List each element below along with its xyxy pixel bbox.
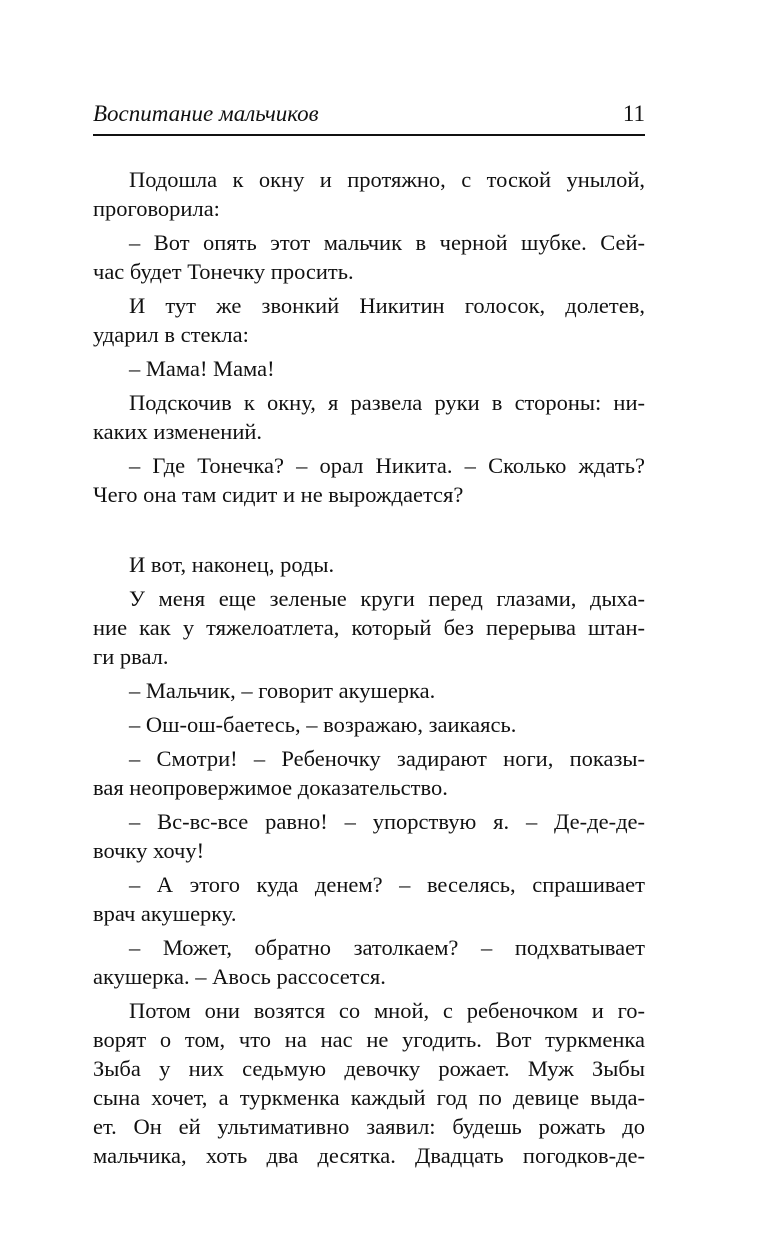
text-line: – Смотри! – Ребеночку задирают ноги, показы- xyxy=(129,745,645,771)
text-line: каких изменений. xyxy=(93,419,263,445)
text-line: проговорила: xyxy=(93,196,220,222)
text-line: – Может, обратно затолкаем? – подхватывает xyxy=(129,935,645,961)
text-line: акушерка. – Авось рассосется. xyxy=(93,964,386,990)
text-line: вая неопровержимое доказательство. xyxy=(93,774,448,800)
text-line: ги рвал. xyxy=(93,643,169,669)
text-line: – Ош-ош-баетесь, – возражаю, заикаясь. xyxy=(129,711,517,737)
text-line: вочку хочу! xyxy=(93,837,205,863)
text-line: Чего она там сидит и не вырождается? xyxy=(93,482,464,508)
text-line: У меня еще зеленые круги перед глазами, дыха- xyxy=(129,585,645,611)
text-line: – Мальчик, – говорит акушерка. xyxy=(129,677,436,703)
text-line: час будет Тонечку просить. xyxy=(93,259,354,285)
text-line: Подошла к окну и протяжно, с тоской унылой, xyxy=(129,167,645,192)
running-title: Воспитание мальчиков xyxy=(93,101,319,126)
text-line: – А этого куда денем? – веселясь, спрашивает xyxy=(129,871,645,897)
text-line: врач акушерку. xyxy=(93,901,237,927)
text-line: ет. Он ей ультимативно заявил: будешь рожать до xyxy=(93,1114,645,1140)
text-line: ударил в стекла: xyxy=(93,322,249,348)
book-page xyxy=(93,100,645,1169)
text-line: Зыба у них седьмую девочку рожает. Муж Зыбы xyxy=(93,1056,645,1082)
text-line: мальчика, хоть два десятка. Двадцать погодков-де- xyxy=(93,1143,645,1169)
running-head xyxy=(93,100,645,136)
text-line: Потом они возятся со мной, с ребеночком и го- xyxy=(129,998,645,1024)
text-line: И тут же звонкий Никитин голосок, долетев, xyxy=(129,293,645,319)
text-line: Подскочив к окну, я развела руки в стороны: ни- xyxy=(129,390,645,416)
page-number: 11 xyxy=(622,101,645,126)
text-line: – Мама! Мама! xyxy=(129,356,275,382)
text-line: ворят о том, что на нас не угодить. Вот туркменка xyxy=(93,1027,645,1053)
text-line: – Где Тонечка? – орал Никита. – Сколько ждать? xyxy=(129,453,645,479)
text-line: И вот, наконец, роды. xyxy=(129,551,335,577)
body-text xyxy=(93,165,645,1170)
text-line: – Вот опять этот мальчик в черной шубке. Сей- xyxy=(129,230,645,256)
text-line: ние как у тяжелоатлета, который без перерыва штан- xyxy=(93,614,645,640)
text-line: – Вс-вс-все равно! – упорствую я. – Де-де-де- xyxy=(129,808,645,834)
text-line: сына хочет, а туркменка каждый год по девице выда- xyxy=(93,1085,645,1111)
